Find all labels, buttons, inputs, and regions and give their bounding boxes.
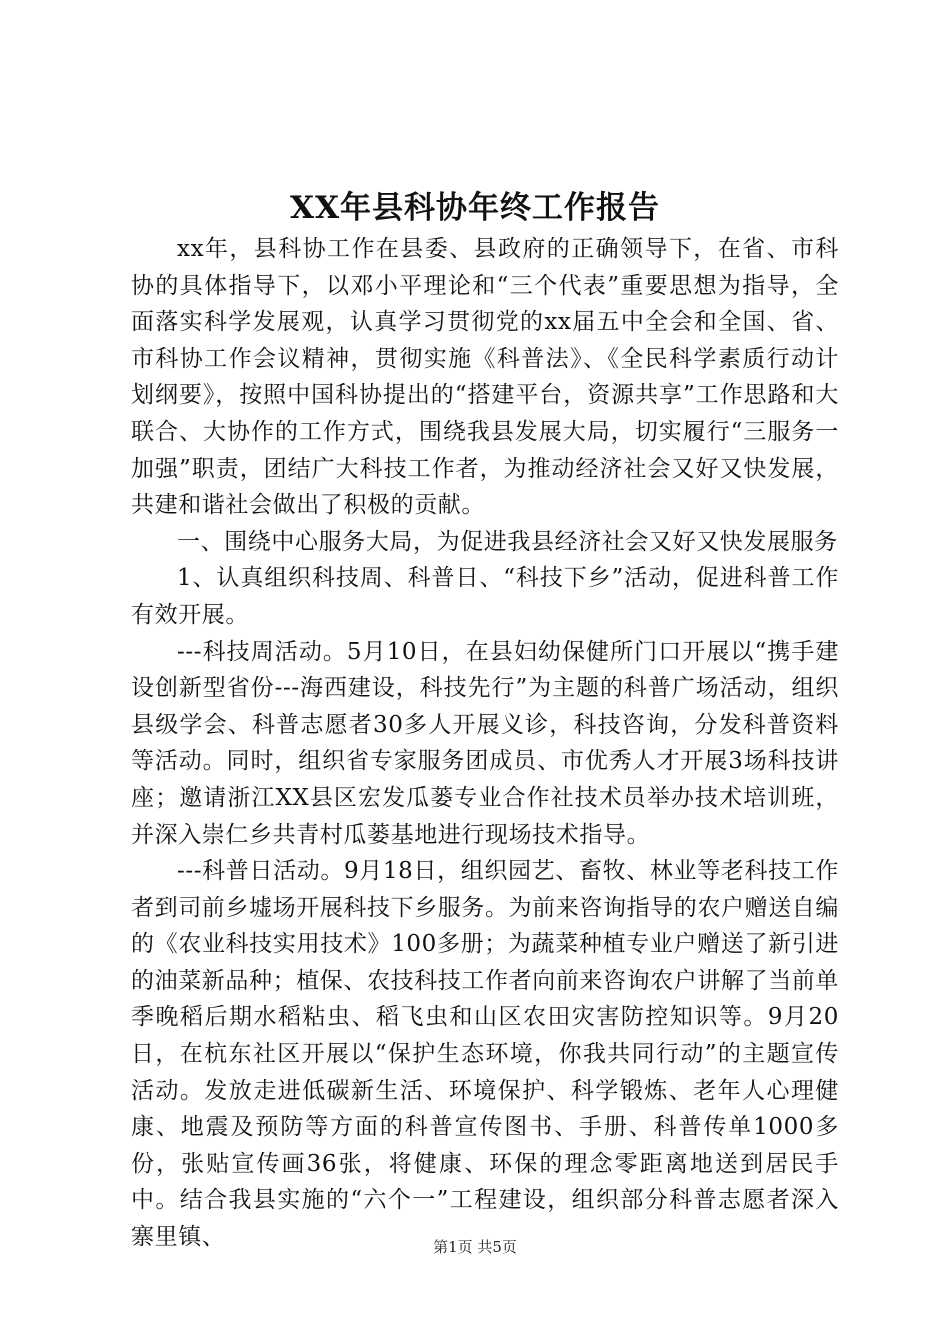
page-number-footer: 第1页 共5页 [433, 1238, 517, 1256]
document-title: XX年县科协年终工作报告 [289, 190, 661, 226]
paragraph-science-day: ---科普日活动。9月18日，组织园艺、畜牧、林业等老科技工作者到司前乡墟场开展科技下乡服务。为前来咨询指导的农户赠送自编的《农业科技实用技术》100多册；为蔬菜种植专业户赠送了新引进的油菜新品种；植保、农技科技工作者向前来咨询农户讲解了当前单季晚稻后期水稻粘虫、稻飞虫和山区农田灾害防控知识等。9月20日，在杭东社区开展以“保护生态环境，你我共同行动”的主题宣传活动。发放走进低碳新生活、环境保护、科学锻炼、老年人心理健康、地震及预防等方面的科普宣传图书、手册、科普传单1000多份，张贴宣传画36张，将健康、环保的理念零距离地送到居民手中。结合我县实施的“六个一”工程建设，组织部分科普志愿者深入寨里镇、 [131, 858, 839, 1251]
subsection-heading-1: 1、认真组织科技周、科普日、“科技下乡”活动，促进科普工作有效开展。 [131, 565, 839, 628]
document-body [131, 231, 839, 1256]
paragraph-intro: xx年，县科协工作在县委、县政府的正确领导下，在省、市科协的具体指导下，以邓小平理论和“三个代表”重要思想为指导，全面落实科学发展观，认真学习贯彻党的xx届五中全会和全国、省、市科协工作会议精神，贯彻实施《科普法》、《全民科学素质行动计划纲要》，按照中国科协提出的“搭建平台，资源共享”工作思路和大联合、大协作的工作方式，围绕我县发展大局，切实履行“三服务一加强”职责，团结广大科技工作者，为推动经济社会又好又快发展，共建和谐社会做出了积极的贡献。 [131, 236, 839, 519]
section-heading-1: 一、围绕中心服务大局，为促进我县经济社会又好又快发展服务 [177, 528, 838, 555]
paragraph-science-week: ---科技周活动。5月10日，在县妇幼保健所门口开展以“携手建设创新型省份---海西建设，科技先行”为主题的科普广场活动，组织县级学会、科普志愿者30多人开展义诊，科技咨询，分发科普资料等活动。同时，组织省专家服务团成员、市优秀人才开展3场科技讲座；邀请浙江XX县区宏发瓜蒌专业合作社技术员举办技术培训班，并深入崇仁乡共青村瓜蒌基地进行现场技术指导。 [131, 638, 839, 848]
